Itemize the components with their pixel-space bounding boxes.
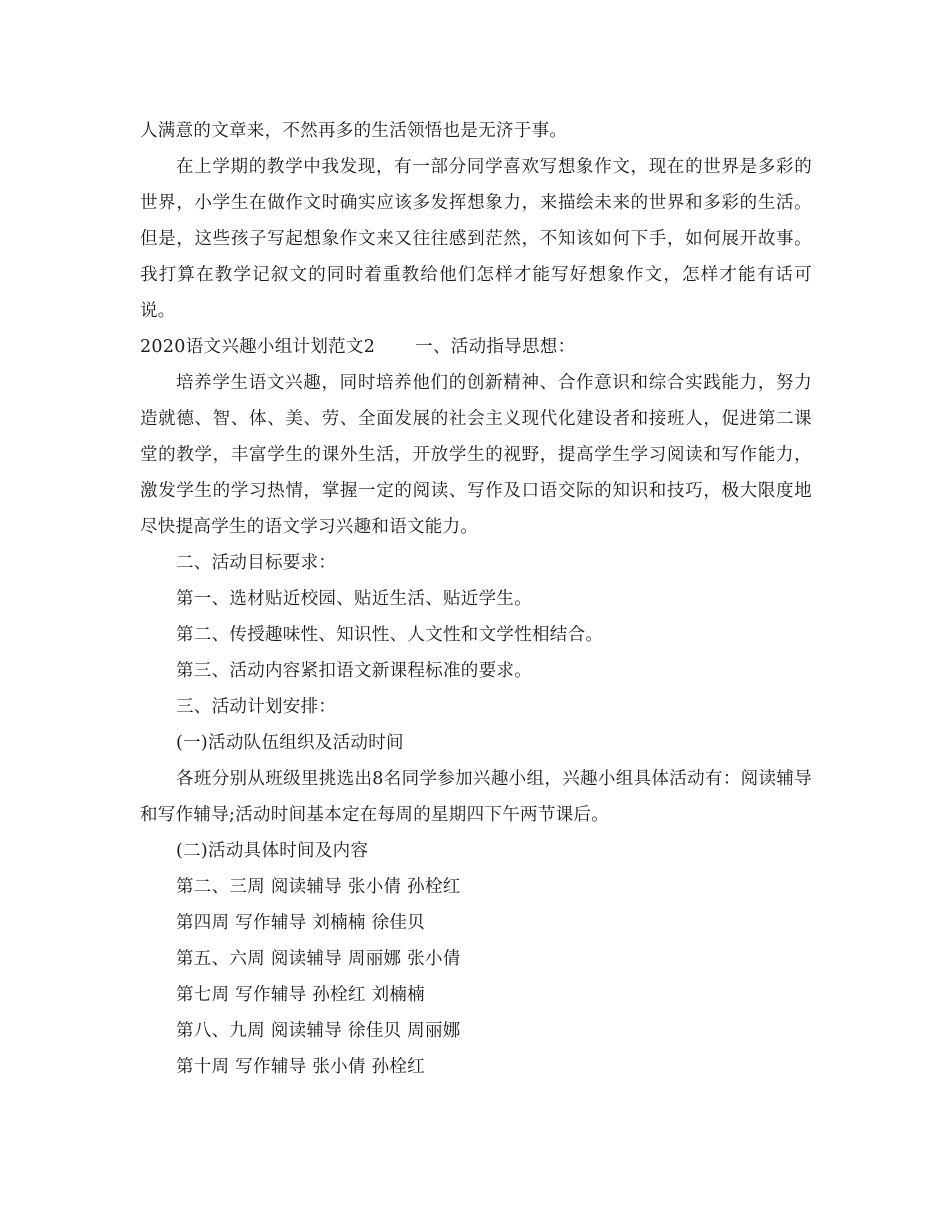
- guiding-thought-heading: 一、活动指导思想：: [415, 337, 576, 357]
- goal-item: 第三、活动内容紧扣语文新课程标准的要求。: [176, 661, 532, 681]
- section-heading-line: [140, 329, 812, 365]
- goals-heading: 二、活动目标要求：: [176, 553, 337, 573]
- plan-title: 2020语文兴趣小组计划范文2: [140, 337, 376, 357]
- team-organization-paragraph: 各班分别从班级里挑选出8名同学参加兴趣小组，兴趣小组具体活动有：阅读辅导和写作辅导;活动时间基本定在每周的星期四下午两节课后。: [140, 769, 812, 825]
- schedule-item: 第四周 写作辅导 刘楠楠 徐佳贝: [176, 913, 425, 933]
- imagination-writing-paragraph: 在上学期的教学中我发现，有一部分同学喜欢写想象作文，现在的世界是多彩的世界，小学生在做作文时确实应该多发挥想象力，来描绘未来的世界和多彩的生活。但是，这些孩子写起想象作文来又往往感到茫然，不知该如何下手，如何展开故事。我打算在教学记叙文的同时着重教给他们怎样才能写好想象作文，怎样才能有话可说。: [140, 157, 812, 321]
- plan-arrangement-heading: 三、活动计划安排：: [176, 697, 337, 717]
- schedule-item: 第五、六周 阅读辅导 周丽娜 张小倩: [176, 949, 461, 969]
- team-organization-subheading: (一)活动队伍组织及活动时间: [176, 733, 404, 753]
- schedule-subheading: (二)活动具体时间及内容: [176, 841, 369, 861]
- schedule-item: 第七周 写作辅导 孙栓红 刘楠楠: [176, 985, 425, 1005]
- schedule-item: 第八、九周 阅读辅导 徐佳贝 周丽娜: [176, 1021, 461, 1041]
- continuation-paragraph: 人满意的文章来，不然再多的生活领悟也是无济于事。: [140, 121, 568, 141]
- goal-item: 第二、传授趣味性、知识性、人文性和文学性相结合。: [176, 625, 604, 645]
- guiding-thought-paragraph: 培养学生语文兴趣，同时培养他们的创新精神、合作意识和综合实践能力，努力造就德、智、体、美、劳、全面发展的社会主义现代化建设者和接班人，促进第二课堂的教学，丰富学生的课外生活，开放学生的视野，提高学生学习阅读和写作能力，激发学生的学习热情，掌握一定的阅读、写作及口语交际的知识和技巧，极大限度地尽快提高学生的语文学习兴趣和语文能力。: [140, 373, 812, 537]
- goal-item: 第一、选材贴近校园、贴近生活、贴近学生。: [176, 589, 532, 609]
- schedule-item: 第二、三周 阅读辅导 张小倩 孙栓红: [176, 877, 461, 897]
- schedule-item: 第十周 写作辅导 张小倩 孙栓红: [176, 1057, 425, 1077]
